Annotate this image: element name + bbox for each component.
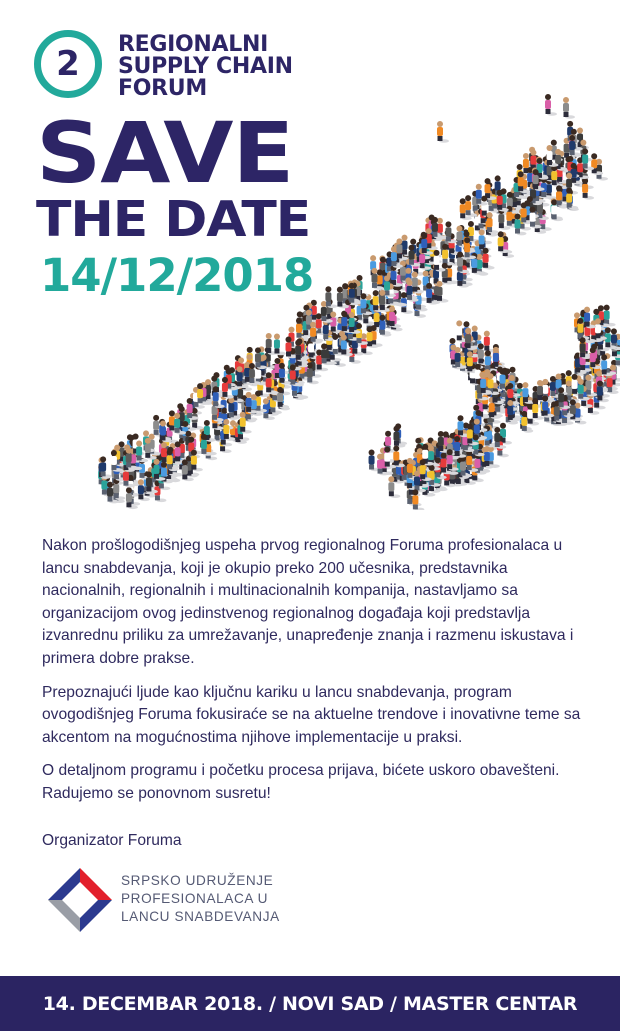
headline-save: SAVE (36, 104, 294, 202)
organizer-logo-icon (46, 866, 114, 934)
organizer-name-line: PROFESIONALACA U (121, 891, 269, 906)
hero-section (0, 0, 620, 510)
event-footer-banner: 14. DECEMBAR 2018. / NOVI SAD / MASTER CENTAR (0, 976, 620, 1031)
announcement-text (42, 535, 587, 817)
organizer-label: Organizator Foruma (42, 832, 182, 849)
paragraph: Nakon prošlogodišnjeg uspeha prvog regionalnog Foruma profesionalaca u lancu snabdevanja, koji je okupio preko 200 učesnika, predstavnika nacionalnih, regionalnih i multinacionalnih kompanija, nastavljamo sa organizacijom ovog jedinstvenog regionalnog događaja koji predstavlja izvanrednu priliku za umrežavanje, unapređenje znanja i razmenu iskustava i primera dobre prakse. (42, 537, 574, 667)
organizer-name (121, 872, 280, 926)
headline-the-date: THE DATE (36, 191, 311, 248)
organizer-name-line: SRPSKO UDRUŽENJE (121, 873, 274, 888)
organizer-name-line: LANCU SNABDEVANJA (121, 909, 280, 924)
forum-title-line: SUPPLY CHAIN (118, 54, 293, 79)
forum-title-line: REGIONALNI (118, 32, 268, 57)
forum-title (118, 34, 338, 100)
forum-number-badge: 2 (34, 30, 102, 98)
event-date: 14/12/2018 (40, 249, 314, 302)
paragraph: O detaljnom programu i početku procesa prijava, bićete uskoro obavešteni. Radujemo se ponovnom susretu! (42, 762, 560, 802)
forum-title-line: FORUM (118, 76, 207, 101)
paragraph: Prepoznajući ljude kao ključnu kariku u lancu snabdevanja, program ovogodišnjeg Foruma fokusiraće se na aktuelne trendove i inovativne teme sa akcentom na mogućnostima njihove implementacije u praksi. (42, 683, 581, 746)
